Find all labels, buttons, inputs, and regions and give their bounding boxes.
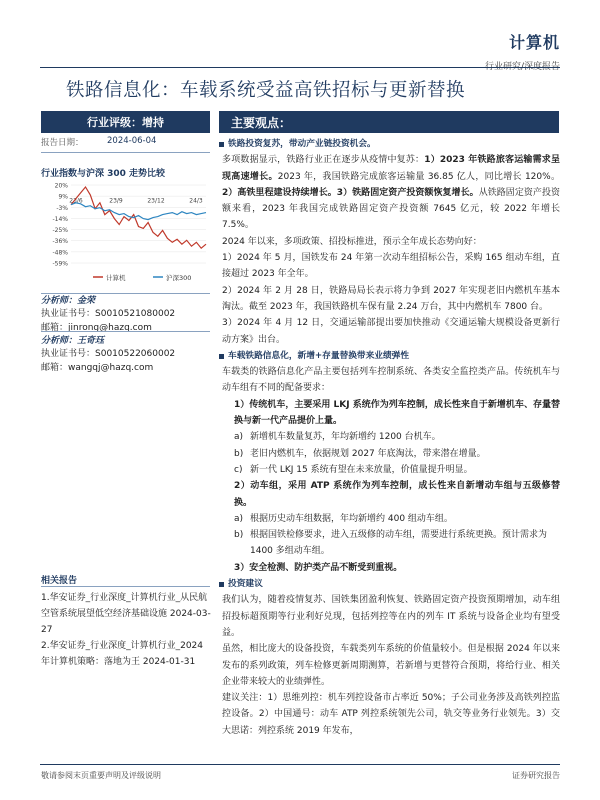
report-type: 行业研究/深度报告 <box>484 62 560 72</box>
bullet-square-icon <box>219 354 224 359</box>
report-date-label: 报告日期： <box>41 138 84 148</box>
chart-title: 行业指数与沪深 300 走势比较 <box>41 169 166 179</box>
list-item: 1）2024 年 5 月，国铁发布 24 年第一次动车组招标公告，采购 165 组动车组，直接超过 2023 年全年。 <box>222 253 560 280</box>
series-line-hs300 <box>71 203 206 220</box>
report-title: 铁路信息化：车载系统受益高铁招标与更新替换 <box>66 80 466 101</box>
analyst-1-name: 分析师：金荣 <box>41 296 96 306</box>
analyst-1-email[interactable]: 邮箱：jinrong@hazq.com <box>41 323 152 333</box>
sub-item: a) 新增机车数量复苏，年均新增约 1200 台机车。 <box>234 432 441 443</box>
list-item: 1）传统机车，主要采用 LKJ 系统作为列车控制，成长性来自于新增机车、存量替换与新一代产品提价上量。 <box>234 399 560 427</box>
analyst-2-name: 分析师：王奇珏 <box>41 336 105 346</box>
divider <box>41 331 210 332</box>
analyst-2-email[interactable]: 邮箱：wangqj@hazq.com <box>41 363 154 373</box>
chart-canvas <box>41 180 210 285</box>
paragraph: 2024 年以来，多项政策、招投标推进，预示全年成长态势向好： <box>222 236 482 247</box>
report-date-value: 2024-06-04 <box>107 136 157 146</box>
x-tick-label: 23/9 <box>109 197 123 205</box>
report-date-row <box>41 136 210 148</box>
legend-label: 计算机 <box>106 274 126 282</box>
main-points-banner: 主要观点： <box>219 111 559 133</box>
legend-label: 沪深300 <box>166 274 192 282</box>
divider <box>41 586 210 587</box>
related-reports-title: 相关报告 <box>41 576 78 586</box>
related-reports-list <box>41 590 213 670</box>
y-tick-label: 20% <box>54 182 68 190</box>
section-heading: 车载铁路信息化，新增+存量替换带来业绩弹性 <box>219 348 560 364</box>
related-report-item[interactable]: 2.华安证券_行业深度_计算机行业_2024 年计算机策略：落地为王 2024-01-31 <box>41 641 203 667</box>
sub-item: b) 根据国铁检修要求，进入五级修的动车组，需要进行系统更换。预计需求为 1400 多组动车组。 <box>234 530 548 557</box>
footer-disclaimer: 敬请参阅末页重要声明及评级说明 <box>41 771 161 780</box>
report-header <box>485 30 560 72</box>
list-item: 3）2024 年 4 月 12 日，交通运输部提出要加快推动《交通运输大规模设备更新行动方案》出台。 <box>222 318 560 345</box>
analyst-1-cert: 执业证书号：S0010521080002 <box>41 309 176 319</box>
y-tick-label: 9% <box>58 193 68 201</box>
y-tick-label: -3% <box>56 204 68 212</box>
sub-item: a) 根据历史动车组数据，年均新增约 400 组动车组。 <box>234 513 453 524</box>
sector-name: 计算机 <box>508 33 560 52</box>
bullet-square-icon <box>219 142 224 147</box>
paragraph: 多项数据显示，铁路行业正在逐步从疫情中复苏：1）2023 年铁路旅客运输需求呈现高速增长。2023 年，我国铁路完成旅客运输量 36.85 亿人，同比增长 120%。2）高铁里程建设持续增长。3）铁路固定资产投资额恢复增长。从铁路固定资产投资额来看，2023 年我国完成铁路固定资产投资额 7645 亿元，较 2022 年增长 7.5%。 <box>222 155 561 231</box>
list-item: 2）动车组，采用 ATP 系统作为列车控制，成长性来自新增动车组与五级修替换。 <box>234 481 560 508</box>
sub-item: b) 老旧内燃机车，依据规划 2027 年底淘汰，带来潜在增量。 <box>234 448 486 459</box>
y-tick-label: -59% <box>52 260 68 268</box>
index-comparison-chart <box>41 180 210 285</box>
footer-divider <box>40 764 560 765</box>
main-content <box>222 136 560 739</box>
footer-label: 证券研究报告 <box>512 771 560 780</box>
paragraph: 虽然，相比庞大的设备投资，车载类列车系统的价值量较小。但是根据 2024 年以来发布的系列政策，列车检修更新周期测算，若新增与更替符合预期，将给行业、相关企业带来较大的业绩弹性。 <box>222 644 560 687</box>
section-heading: 铁路投资复苏，带动产业链投资机会。 <box>219 136 560 152</box>
divider <box>41 152 210 153</box>
analyst-2-cert: 执业证书号：S0010522060002 <box>41 349 176 359</box>
y-tick-label: -14% <box>52 215 68 223</box>
bullet-square-icon <box>219 582 224 587</box>
x-tick-label: 23/12 <box>147 197 165 205</box>
x-tick-label: 24/3 <box>189 197 203 205</box>
sub-item: c) 新一代 LKJ 15 系统有望在未来放量，价值量提升明显。 <box>234 464 473 475</box>
paragraph: 建议关注：1）思维列控：机车列控设备市占率近 50%；子公司业务涉及高铁列控监控设备。2）中国通号：动车 ATP 列控系统领先公司，轨交等业务行业领先。3）交大思诺：列控系统 2019 年发布， <box>222 693 560 736</box>
header-divider <box>40 67 560 68</box>
list-item: 2）2024 年 2 月 28 日，铁路局局长表示将力争到 2027 年实现老旧内燃机车基本淘汰。截至 2023 年，我国铁路机车保有量 2.24 万台，其中内燃机车 7800 台。 <box>222 285 560 312</box>
list-item: 3）安全检测、防护类产品不断受到重视。 <box>234 562 403 573</box>
paragraph: 车载类的铁路信息化产品主要包括列车控制系统、各类安全监控类产品。传统机车与动车组有不同的配备要求： <box>222 367 560 394</box>
x-tick-label: 23/6 <box>69 197 83 205</box>
y-tick-label: -36% <box>52 238 68 246</box>
paragraph: 我们认为，随着疫情复苏、国铁集团盈利恢复、铁路固定资产投资预期增加，动车组招投标超预期等行业利好兑现，包括列控等在内的列车 IT 系统与设备企业均有望受益。 <box>222 595 560 638</box>
y-tick-label: -25% <box>52 227 68 235</box>
section-heading: 投资建议 <box>219 576 560 592</box>
related-report-item[interactable]: 1.华安证券_行业深度_计算机行业_从民航空管系统展望低空经济基础设施 2024-03-27 <box>41 593 211 635</box>
rating-banner: 行业评级：增持 <box>41 111 210 133</box>
y-tick-label: -48% <box>52 249 68 257</box>
